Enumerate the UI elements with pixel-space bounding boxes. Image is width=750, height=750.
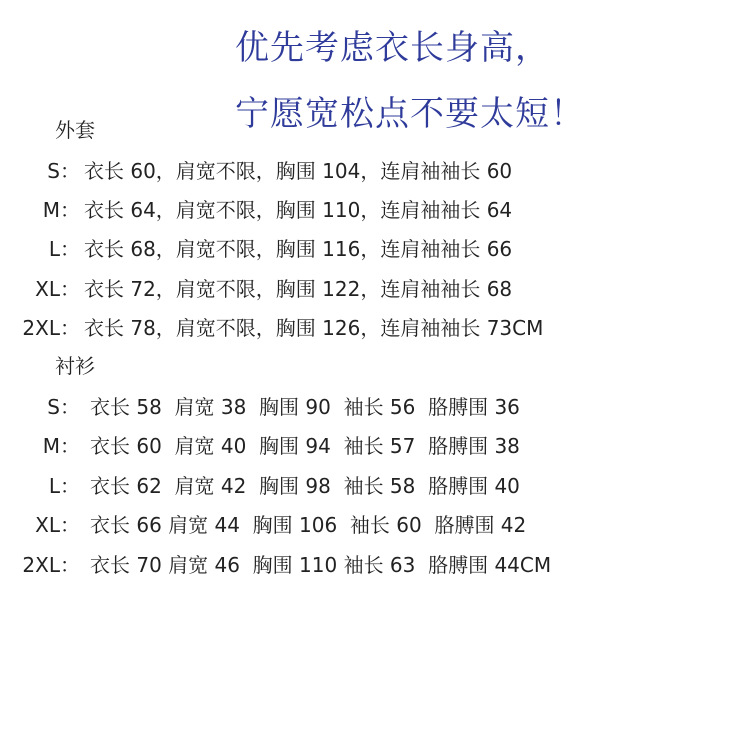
size-label: 2XL： xyxy=(22,553,80,577)
size-detail: 衣长 66 肩宽 44 胸围 106 袖长 60 胳膊围 42 xyxy=(90,513,527,537)
shirt-section-title: 衬衫 xyxy=(55,354,95,378)
size-label: M： xyxy=(42,198,80,222)
size-label: L： xyxy=(48,474,80,498)
size-detail: 衣长 60 肩宽 40 胸围 94 袖长 57 胳膊围 38 xyxy=(90,434,520,458)
size-label: XL： xyxy=(35,513,80,537)
jacket-size-row-s xyxy=(0,156,700,186)
shirt-size-row-xl xyxy=(0,510,700,540)
size-label: L： xyxy=(48,237,80,261)
size-label: S： xyxy=(47,395,80,419)
notice-line-2: 宁愿宽松点不要太短！ xyxy=(235,94,585,134)
jacket-section-title: 外套 xyxy=(55,118,95,142)
size-detail: 衣长 62 肩宽 42 胸围 98 袖长 58 胳膊围 40 xyxy=(90,474,520,498)
jacket-size-row-l xyxy=(0,234,700,264)
shirt-size-row-m xyxy=(0,431,700,461)
jacket-size-row-xl xyxy=(0,274,700,304)
notice-line-1: 优先考虑衣长身高， xyxy=(235,28,550,68)
size-label: S： xyxy=(47,159,80,183)
shirt-size-row-2xl xyxy=(0,550,700,580)
jacket-size-row-m xyxy=(0,195,700,225)
size-detail: 衣长 68，肩宽不限，胸围 116，连肩袖袖长 66 xyxy=(84,237,513,261)
size-detail: 衣长 70 肩宽 46 胸围 110 袖长 63 胳膊围 44CM xyxy=(90,553,552,577)
shirt-size-row-s xyxy=(0,392,700,422)
size-detail: 衣长 58 肩宽 38 胸围 90 袖长 56 胳膊围 36 xyxy=(90,395,520,419)
size-detail: 衣长 78，肩宽不限，胸围 126，连肩袖袖长 73CM xyxy=(84,316,544,340)
size-label: XL： xyxy=(35,277,80,301)
size-detail: 衣长 60，肩宽不限，胸围 104，连肩袖袖长 60 xyxy=(84,159,513,183)
size-label: 2XL： xyxy=(22,316,80,340)
shirt-size-row-l xyxy=(0,471,700,501)
size-detail: 衣长 72，肩宽不限，胸围 122，连肩袖袖长 68 xyxy=(84,277,513,301)
jacket-size-row-2xl xyxy=(0,313,700,343)
size-detail: 衣长 64，肩宽不限，胸围 110，连肩袖袖长 64 xyxy=(84,198,513,222)
size-label: M： xyxy=(42,434,80,458)
